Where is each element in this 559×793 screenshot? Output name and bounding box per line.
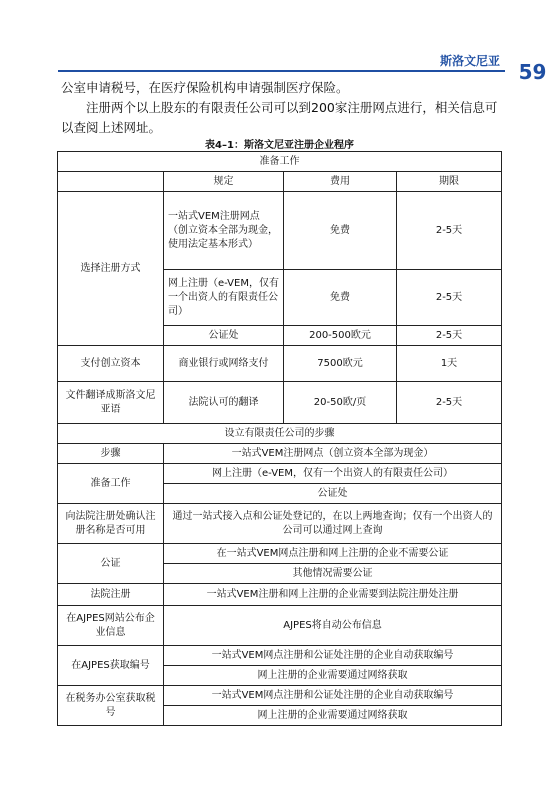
court-value: 一站式VEM注册和网上注册的企业需要到法院注册处注册	[164, 584, 502, 606]
ajpes-pub-label: 在AJPES网站公布企业信息	[58, 606, 164, 646]
notary-value-1: 在一站式VEM网点注册和网上注册的企业不需要公证	[164, 544, 502, 564]
translate-term: 2-5天	[397, 382, 502, 424]
steps-value: 一站式VEM注册网点（创立资本全部为现金）	[164, 444, 502, 464]
section-title-steps: 设立有限责任公司的步骤	[58, 424, 502, 444]
reg-term-cell: 2-5天	[397, 270, 502, 326]
table-caption: 表4–1：斯洛文尼亚注册企业程序	[205, 140, 354, 151]
reg-fee-cell: 200-500欧元	[284, 326, 397, 346]
body-paragraph-2: 注册两个以上股东的有限责任公司可以到200家注册网点进行，相关信息可以查阅上述网址。	[61, 100, 498, 135]
capital-label: 支付创立资本	[58, 346, 164, 382]
reg-fee-cell: 免费	[284, 270, 397, 326]
body-paragraph-1: 公室申请税号，在医疗保险机构申请强制医疗保险。	[61, 80, 349, 95]
steps-label: 步骤	[58, 444, 164, 464]
reg-term-cell: 2-5天	[397, 192, 502, 270]
running-header-title: 斯洛文尼亚	[440, 54, 501, 68]
translate-rule: 法院认可的翻译	[164, 382, 284, 424]
col-header-rule: 规定	[164, 172, 284, 192]
ajpes-num-value-1: 一站式VEM网点注册和公证处注册的企业自动获取编号	[164, 646, 502, 666]
confirm-value: 通过一站式接入点和公证处登记的，在以上两地查询；仅有一个出资人的公司可以通过网上查询	[164, 504, 502, 544]
reg-rule-cell: 网上注册（e-VEM，仅有一个出资人的有限责任公司）	[164, 270, 284, 326]
reg-fee-cell: 免费	[284, 192, 397, 270]
ajpes-num-value-2: 网上注册的企业需要通过网络获取	[164, 666, 502, 686]
prep-value-notary: 公证处	[164, 484, 502, 504]
confirm-label: 向法院注册处确认注册名称是否可用	[58, 504, 164, 544]
prep-value-online: 网上注册（e-VEM，仅有一个出资人的有限责任公司）	[164, 464, 502, 484]
registration-procedure-table	[57, 151, 502, 726]
col-header-fee: 费用	[284, 172, 397, 192]
reg-rule-cell: 一站式VEM注册网点（创立资本全部为现金，使用法定基本形式）	[164, 192, 284, 270]
capital-rule: 商业银行或网络支付	[164, 346, 284, 382]
tax-label: 在税务办公室获取税号	[58, 686, 164, 726]
translate-label: 文件翻译成斯洛文尼亚语	[58, 382, 164, 424]
section-title-preparation: 准备工作	[58, 152, 502, 172]
reg-rule-cell: 公证处	[164, 326, 284, 346]
ajpes-pub-value: AJPES将自动公布信息	[164, 606, 502, 646]
notary-value-2: 其他情况需要公证	[164, 564, 502, 584]
translate-fee: 20-50欧/页	[284, 382, 397, 424]
tax-value-1: 一站式VEM网点注册和公证处注册的企业自动获取编号	[164, 686, 502, 706]
col-header-term: 期限	[397, 172, 502, 192]
capital-fee: 7500欧元	[284, 346, 397, 382]
page-number: 59	[518, 60, 547, 84]
reg-method-label: 选择注册方式	[58, 192, 164, 346]
capital-term: 1天	[397, 346, 502, 382]
notary-label: 公证	[58, 544, 164, 584]
court-label: 法院注册	[58, 584, 164, 606]
reg-term-cell: 2-5天	[397, 326, 502, 346]
prep-label: 准备工作	[58, 464, 164, 504]
body-text	[61, 78, 501, 138]
ajpes-num-label: 在AJPES获取编号	[58, 646, 164, 686]
header-rule	[58, 70, 505, 72]
header-blank-cell	[58, 172, 164, 192]
tax-value-2: 网上注册的企业需要通过网络获取	[164, 706, 502, 726]
